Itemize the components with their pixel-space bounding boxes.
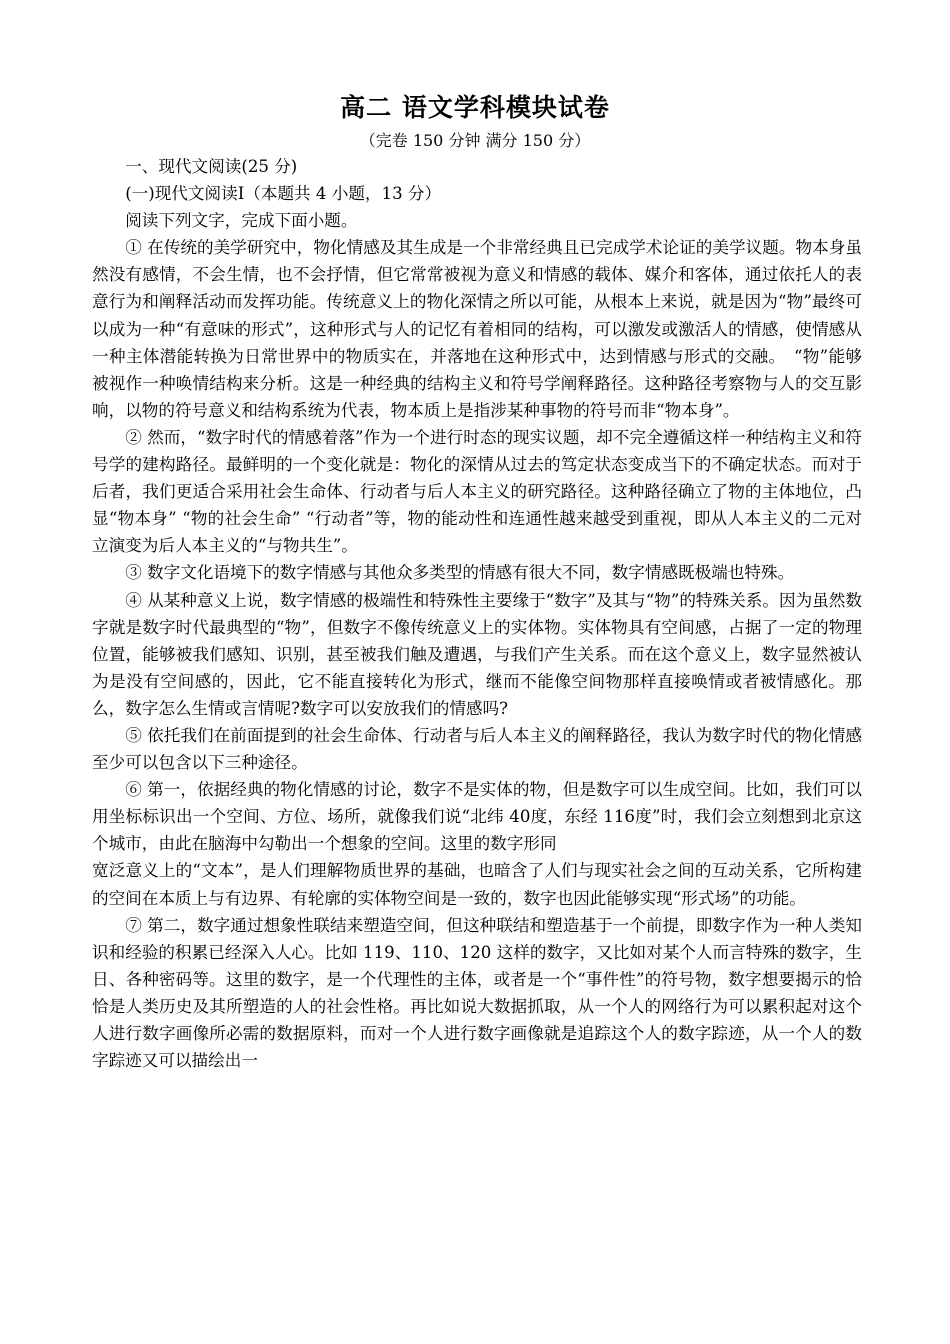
section-subheading: (一)现代文阅读Ⅰ（本题共 4 小题，13 分） — [125, 184, 442, 204]
section-heading: 一、现代文阅读(25 分) — [125, 157, 298, 176]
paragraph-1: ① 在传统的美学研究中，物化情感及其生成是一个非常经典且已完成学术论证的美学议题。物本身虽然没有感情，不会生情，也不会抒情，但它常常被视为意义和情感的载体、媒介和客体，通过依托人的表意行为和阐释活动而发挥功能。传统意义上的物化深情之所以可能，从根本上来说，就是因为“物”最终可以成为一种“有意味的形式”，这种形式与人的记忆有着相同的结构，可以激发或激活人的情感，使情感从一种主体潜能转换为日常世界中的物质实在，并落地在这种形式中，达到情感与形式的交融。 “物”能够被视作一种唤情结构来分析。这是一种经典的结构主义和符号学阐释路径。这种路径考察物与人的交互影响，以物的符号意义和结构系统为代表，物本质上是指涉某种事物的符号而非“物本身”。 — [92, 238, 862, 420]
paragraph-4: ④ 从某种意义上说，数字情感的极端性和特殊性主要缘于“数字”及其与“物”的特殊关系。因为虽然数字就是数字时代最典型的“物”，但数字不像传统意义上的实体物。实体物具有空间感，占据了一定的物理位置，能够被我们感知、识别，甚至被我们触及遭遇，与我们产生关系。而在这个意义上，数字显然被认为是没有空间感的，因此，它不能直接转化为形式，继而不能像空间物那样直接唤情或者被情感化。那么，数字怎么生情或言情呢?数字可以安放我们的情感吗? — [92, 590, 862, 718]
paragraph-2: ② 然而，“数字时代的情感着落”作为一个进行时态的现实议题，却不完全遵循这样一种结构主义和符号学的建构路径。最鲜明的一个变化就是：物化的深情从过去的笃定状态变成当下的不确定状态。而对于后者，我们更适合采用社会生命体、行动者与后人本主义的研究路径。这种路径确立了物的主体地位，凸显“物本身” “物的社会生命” “行动者”等，物的能动性和连通性越来越受到重视，即从人本主义的二元对立演变为后人本主义的“与物共生”。 — [92, 427, 862, 556]
paragraph-3: ③ 数字文化语境下的数字情感与其他众多类型的情感有很大不同，数字情感既极端也特殊。 — [125, 563, 795, 583]
paragraph-5: ⑤ 依托我们在前面提到的社会生命体、行动者与后人本主义的阐释路径，我认为数字时代的物化情感至少可以包含以下三种途径。 — [92, 725, 862, 773]
paragraph-6: ⑥ 第一，依据经典的物化情感的讨论，数字不是实体的物，但是数字可以生成空间。比如，我们可以用坐标标识出一个空间、方位、场所，就像我们说“北纬 40度，东经 116度”时，我们会立刻想到北京这个城市，由此在脑海中勾勒出一个想象的空间。这里的数字形同 — [92, 780, 862, 854]
document-body — [92, 153, 862, 1074]
reading-instruction: 阅读下列文字，完成下面小题。 — [125, 211, 358, 231]
paragraph-6-continued: 宽泛意义上的“文本”，是人们理解物质世界的基础，也暗含了人们与现实社会之间的互动关系，它所构建的空间在本质上与有边界、有轮廓的实体物空间是一致的，数字也因此能够实现“形式场”的功能。 — [92, 861, 862, 908]
exam-duration-note: （完卷 150 分钟 满分 150 分） — [359, 131, 591, 150]
page-title: 高二 语文学科模块试卷 — [340, 93, 610, 122]
paragraph-7: ⑦ 第二，数字通过想象性联结来塑造空间，但这种联结和塑造基于一个前提，即数字作为一种人类知识和经验的积累已经深入人心。比如 119、110、120 这样的数字，又比如对某个人而言特殊的数字，生日、各种密码等。这里的数字，是一个代理性的主体，或者是一个“事件性”的符号物，数字想要揭示的恰恰是人类历史及其所塑造的人的社会性格。再比如说大数据抓取，从一个人的网络行为可以累积起对这个人进行数字画像所必需的数据原料，而对一个人进行数字画像就是追踪这个人的数字踪迹，从一个人的数字踪迹又可以描绘出一 — [92, 915, 862, 1071]
